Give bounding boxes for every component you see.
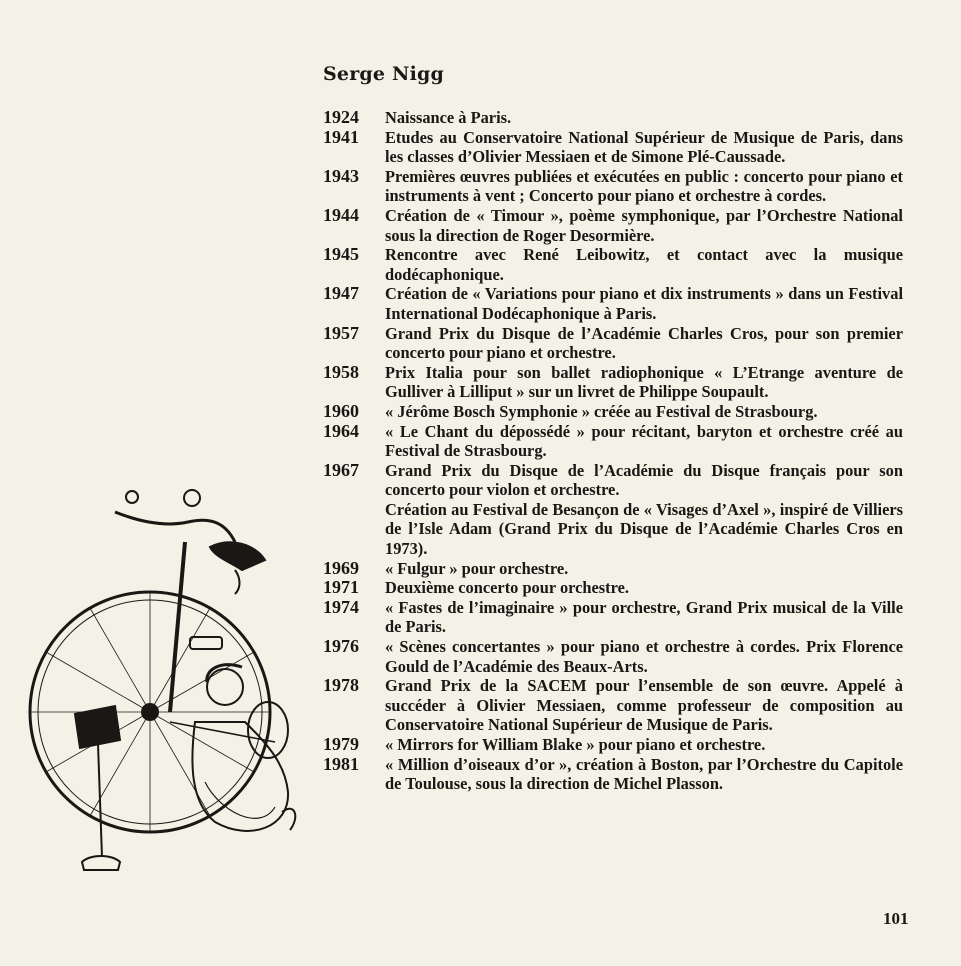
entry-paragraph: « Scènes concertantes » pour piano et orchestre à cordes. Prix Florence Gould de l’Académie des Beaux-Arts. (385, 637, 903, 676)
entry-paragraph: Premières œuvres publiées et exécutées en public : concerto pour piano et instruments à vent ; Concerto pour piano et orchestre à cordes. (385, 166, 903, 206)
entry-year: 1945 (323, 244, 359, 265)
chronology-entry (323, 284, 903, 323)
chronology-entry (323, 755, 903, 794)
chronology-list (323, 108, 903, 794)
entry-year: 1924 (323, 107, 359, 127)
entry-paragraph: Création au Festival de Besançon de « Visages d’Axel », inspiré de Villiers de l’Isle Adam (Grand Prix du Disque de l’Académie Charles Cros en 1973). (385, 499, 903, 559)
entry-year: 1958 (323, 361, 359, 382)
entry-paragraph: « Million d’oiseaux d’or », création à Boston, par l’Orchestre du Capitole de Toulouse, sous la direction de Michel Plasson. (385, 754, 903, 794)
entry-description (385, 363, 903, 402)
entry-paragraph: Grand Prix du Disque de l’Académie du Disque français pour son concerto pour violon et orchestre. (385, 460, 903, 500)
entry-paragraph: « Fulgur » pour orchestre. (385, 558, 569, 578)
entry-description (385, 245, 903, 284)
entry-year: 1944 (323, 204, 359, 225)
entry-paragraph: « Jérôme Bosch Symphonie » créée au Festival de Strasbourg. (385, 401, 818, 421)
entry-description (385, 206, 903, 245)
chronology-entry (323, 402, 903, 422)
entry-year: 1943 (323, 165, 359, 186)
entry-paragraph: « Fastes de l’imaginaire » pour orchestre, Grand Prix musical de la Ville de Paris. (385, 597, 903, 637)
chronology-entry (323, 324, 903, 363)
chronology-entry (323, 676, 903, 735)
chronology-entry (323, 461, 903, 559)
entry-paragraph: Création de « Timour », poème symphonique, par l’Orchestre National sous la direction de Roger Desormière. (385, 205, 903, 245)
entry-year: 1947 (323, 283, 359, 304)
chronology-entry (323, 108, 903, 128)
entry-description (385, 755, 903, 794)
chronology-entry (323, 363, 903, 402)
entry-year: 1974 (323, 596, 359, 617)
entry-description (385, 559, 903, 579)
entry-description (385, 402, 903, 422)
page-title: Serge Nigg (323, 63, 444, 85)
entry-year: 1971 (323, 577, 359, 598)
entry-paragraph: Naissance à Paris. (385, 108, 512, 127)
entry-year: 1976 (323, 636, 359, 657)
chronology-entry (323, 128, 903, 167)
entry-year: 1957 (323, 322, 359, 343)
chronology-entry (323, 735, 903, 755)
entry-description (385, 461, 903, 559)
entry-description (385, 676, 903, 735)
entry-year: 1981 (323, 753, 359, 774)
entry-paragraph: Prix Italia pour son ballet radiophonique « L’Etrange aventure de Gulliver à Lilliput » sur un livret de Philippe Soupault. (385, 362, 903, 402)
entry-description (385, 128, 903, 167)
entry-year: 1960 (323, 400, 359, 421)
entry-paragraph: « Mirrors for William Blake » pour piano et orchestre. (385, 735, 766, 754)
entry-year: 1978 (323, 675, 359, 696)
entry-paragraph: Deuxième concerto pour orchestre. (385, 578, 629, 598)
chronology-entry (323, 578, 903, 598)
entry-description (385, 324, 903, 363)
penny-farthing-cellist-icon (20, 482, 320, 892)
entry-paragraph: Etudes au Conservatoire National Supérieur de Musique de Paris, dans les classes d’Olivier Messiaen et de Simone Plé-Caussade. (385, 127, 903, 167)
chronology-entry (323, 559, 903, 579)
entry-description (385, 578, 903, 598)
chronology-entry (323, 167, 903, 206)
entry-year: 1941 (323, 126, 359, 147)
entry-paragraph: Grand Prix du Disque de l’Académie Charles Cros, pour son premier concerto pour piano et orchestre. (385, 323, 903, 363)
page-number: 101 (883, 909, 909, 928)
chronology-entry (323, 598, 903, 637)
entry-paragraph: « Le Chant du dépossédé » pour récitant, baryton et orchestre créé au Festival de Strasbourg. (385, 421, 903, 461)
entry-year: 1967 (323, 459, 359, 480)
entry-year: 1964 (323, 420, 359, 441)
entry-year: 1979 (323, 734, 359, 754)
entry-year: 1969 (323, 557, 359, 578)
entry-description (385, 167, 903, 206)
entry-description (385, 637, 903, 676)
chronology-entry (323, 422, 903, 461)
entry-paragraph: Création de « Variations pour piano et dix instruments » dans un Festival International Dodécaphonique à Paris. (385, 284, 903, 323)
entry-description (385, 284, 903, 323)
entry-description (385, 735, 903, 755)
entry-paragraph: Grand Prix de la SACEM pour l’ensemble de son œuvre. Appelé à succéder à Olivier Messiaen, comme professeur de composition au Conservatoire National Supérieur de Musique de Paris. (385, 676, 903, 735)
chronology-entry (323, 637, 903, 676)
entry-description (385, 422, 903, 461)
entry-description (385, 108, 903, 128)
chronology-entry (323, 245, 903, 284)
entry-description (385, 598, 903, 637)
chronology-entry (323, 206, 903, 245)
entry-paragraph: Rencontre avec René Leibowitz, et contact avec la musique dodécaphonique. (385, 245, 903, 284)
